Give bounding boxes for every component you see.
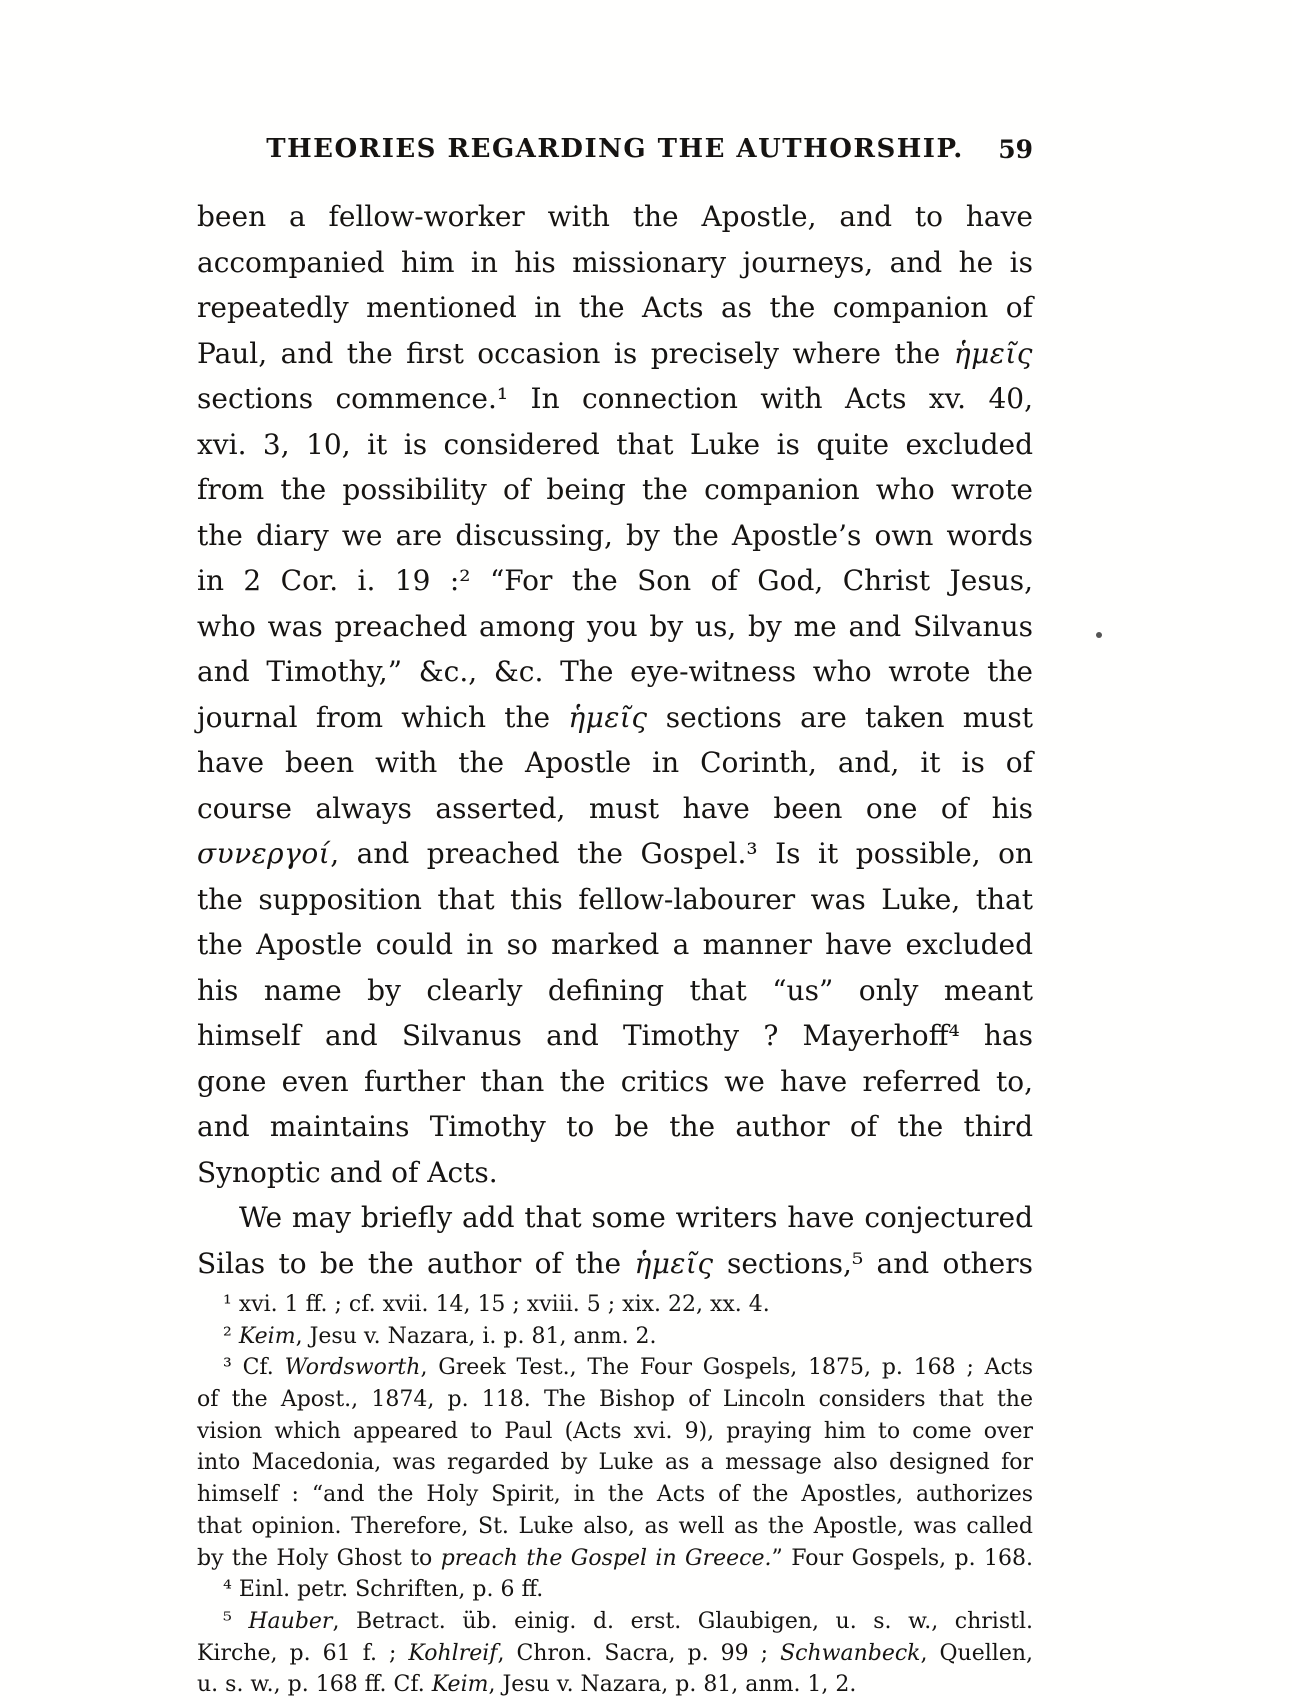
text-segment: , Quellen, — [920, 1640, 1034, 1666]
footnote-line — [197, 1606, 1033, 1638]
footnotes — [197, 1289, 1033, 1700]
body-line — [197, 831, 1033, 877]
body-line — [197, 1013, 1033, 1059]
greek-word: ἡμεῖς — [568, 700, 648, 734]
text-segment: u. s. w., p. 168 ff. Cf. — [197, 1672, 432, 1698]
footnote-line — [197, 1511, 1033, 1543]
text-segment: been a fellow-worker with the Apostle, and to have — [197, 200, 1033, 233]
footnote-line — [197, 1416, 1033, 1448]
text-segment: journal from which the — [197, 700, 569, 734]
text-segment: , and preached the Gospel.³ Is it possible, on — [330, 837, 1033, 870]
scan-speck — [1096, 632, 1102, 638]
text-segment: sections commence.¹ In connection with Acts xv. 40, — [197, 382, 1033, 415]
footnote-line — [197, 1574, 1033, 1606]
text-segment: himself and Silvanus and Timothy ? Mayerhoff⁴ has — [197, 1019, 1033, 1052]
footnote-line — [197, 1321, 1033, 1353]
text-segment: ¹ xvi. 1 ff. ; cf. xvii. 14, 15 ; xviii. 5 ; xix. 22, xx. 4. — [223, 1292, 770, 1317]
text-segment: the supposition that this fellow-labourer was Luke, that — [197, 882, 1033, 916]
text-segment: have been with the Apostle in Corinth, and, it is of — [197, 746, 1033, 779]
text-segment: , Jesu v. Nazara, i. p. 81, anm. 2. — [295, 1323, 657, 1349]
text-segment: by the Holy Ghost to — [197, 1545, 441, 1571]
greek-word: ἡμεῖς — [634, 1246, 714, 1280]
footnote-line — [197, 1384, 1033, 1416]
footnote-line — [197, 1447, 1033, 1479]
text-segment: and Timothy,” &c., &c. The eye-witness who wrote the — [197, 655, 1033, 688]
body-line — [197, 1241, 1033, 1287]
footnote-line — [197, 1543, 1033, 1575]
body-line — [197, 558, 1033, 604]
text-segment: into Macedonia, was regarded by Luke as a message also designed for — [197, 1450, 1033, 1476]
text-segment: ² — [223, 1323, 239, 1349]
text-segment: sections,⁵ and others — [713, 1246, 1034, 1280]
text-segment: of the Apost., 1874, p. 118. The Bishop of Lincoln considers that the — [197, 1387, 1033, 1413]
body-line — [197, 1195, 1033, 1241]
footnote-line — [197, 1638, 1033, 1670]
text-segment: accompanied him in his missionary journeys, and he is — [197, 245, 1033, 279]
body-line — [197, 786, 1033, 832]
italic-text: preach the Gospel in Greece. — [440, 1545, 772, 1571]
body-line — [197, 467, 1033, 513]
body-line — [197, 968, 1033, 1014]
body-line — [197, 922, 1033, 968]
body-text — [197, 194, 1033, 1286]
footnote-line — [197, 1289, 1033, 1321]
text-segment: that opinion. Therefore, St. Luke also, as well as the Apostle, was called — [197, 1513, 1033, 1539]
body-line — [197, 422, 1033, 468]
text-segment: , Greek Test., The Four Gospels, 1875, p. 168 ; Acts — [420, 1355, 1033, 1381]
text-segment: , Chron. Sacra, p. 99 ; — [497, 1640, 781, 1666]
footnote-line — [197, 1479, 1033, 1511]
text-segment: sections are taken must — [647, 700, 1033, 734]
text-segment: and maintains Timothy to be the author of the third — [197, 1110, 1033, 1143]
greek-word: ἡμεῖς — [953, 336, 1033, 370]
text-segment: from the possibility of being the companion who wrote — [197, 473, 1033, 506]
body-line — [197, 331, 1033, 377]
italic-text: Schwanbeck — [780, 1640, 921, 1666]
text-segment: ³ Cf. — [223, 1355, 285, 1381]
body-line — [197, 240, 1033, 286]
page-number: 59 — [998, 135, 1033, 164]
text-segment: himself : “and the Holy Spirit, in the Acts of the Apostles, authorizes — [197, 1482, 1033, 1508]
text-segment: Paul, and the first occasion is precisely where the — [197, 336, 954, 370]
footnote-line — [197, 1352, 1033, 1384]
text-segment: his name by clearly defining that “us” only meant — [197, 973, 1033, 1007]
footnote-line — [197, 1669, 1033, 1700]
text-segment: course always asserted, must have been one of his — [197, 791, 1033, 825]
text-segment: vision which appeared to Paul (Acts xvi. 9), praying him to come over — [197, 1418, 1033, 1444]
body-line — [197, 285, 1033, 331]
body-line — [197, 376, 1033, 422]
text-segment: ” Four Gospels, p. 168. — [771, 1545, 1034, 1571]
text-segment: xvi. 3, 10, it is considered that Luke is quite excluded — [197, 427, 1033, 461]
text-segment: gone even further than the critics we have referred to, — [197, 1064, 1033, 1098]
text-segment: Silas to be the author of the — [197, 1246, 635, 1280]
text-segment: who was preached among you by us, by me and Silvanus — [197, 609, 1033, 643]
italic-text: Keim — [238, 1323, 296, 1349]
body-line — [197, 513, 1033, 559]
text-segment: We may briefly add that some writers have conjectured — [239, 1201, 1033, 1234]
text-segment: ⁵ — [223, 1608, 249, 1634]
body-line — [197, 649, 1033, 695]
body-line — [197, 194, 1033, 240]
text-segment: Synoptic and of Acts. — [197, 1155, 498, 1189]
body-line — [197, 1150, 1033, 1196]
body-line — [197, 877, 1033, 923]
body-line — [197, 1104, 1033, 1150]
text-segment: Kirche, p. 61 f. ; — [197, 1640, 409, 1666]
italic-text: Wordsworth — [284, 1355, 421, 1381]
text-segment: ⁴ Einl. petr. Schriften, p. 6 ff. — [223, 1577, 544, 1603]
italic-text: Hauber — [248, 1608, 333, 1634]
text-segment: the Apostle could in so marked a manner have excluded — [197, 928, 1033, 961]
text-segment: the diary we are discussing, by the Apostle’s own words — [197, 518, 1033, 552]
text-segment: , Jesu v. Nazara, p. 81, anm. 1, 2. — [488, 1672, 857, 1698]
running-head: THEORIES REGARDING THE AUTHORSHIP. — [266, 134, 964, 164]
italic-text: Kohlreif — [408, 1640, 498, 1666]
body-line — [197, 1059, 1033, 1105]
body-line — [197, 695, 1033, 741]
body-line — [197, 604, 1033, 650]
text-segment: repeatedly mentioned in the Acts as the companion of — [197, 291, 1033, 324]
body-line — [197, 740, 1033, 786]
text-segment: in 2 Cor. i. 19 :² “For the Son of God, Christ Jesus, — [197, 564, 1033, 597]
text-segment: , Betract. üb. einig. d. erst. Glaubigen, u. s. w., christl. — [332, 1608, 1034, 1634]
italic-text: Keim — [431, 1672, 489, 1698]
greek-word: συνεργοί — [197, 837, 331, 870]
